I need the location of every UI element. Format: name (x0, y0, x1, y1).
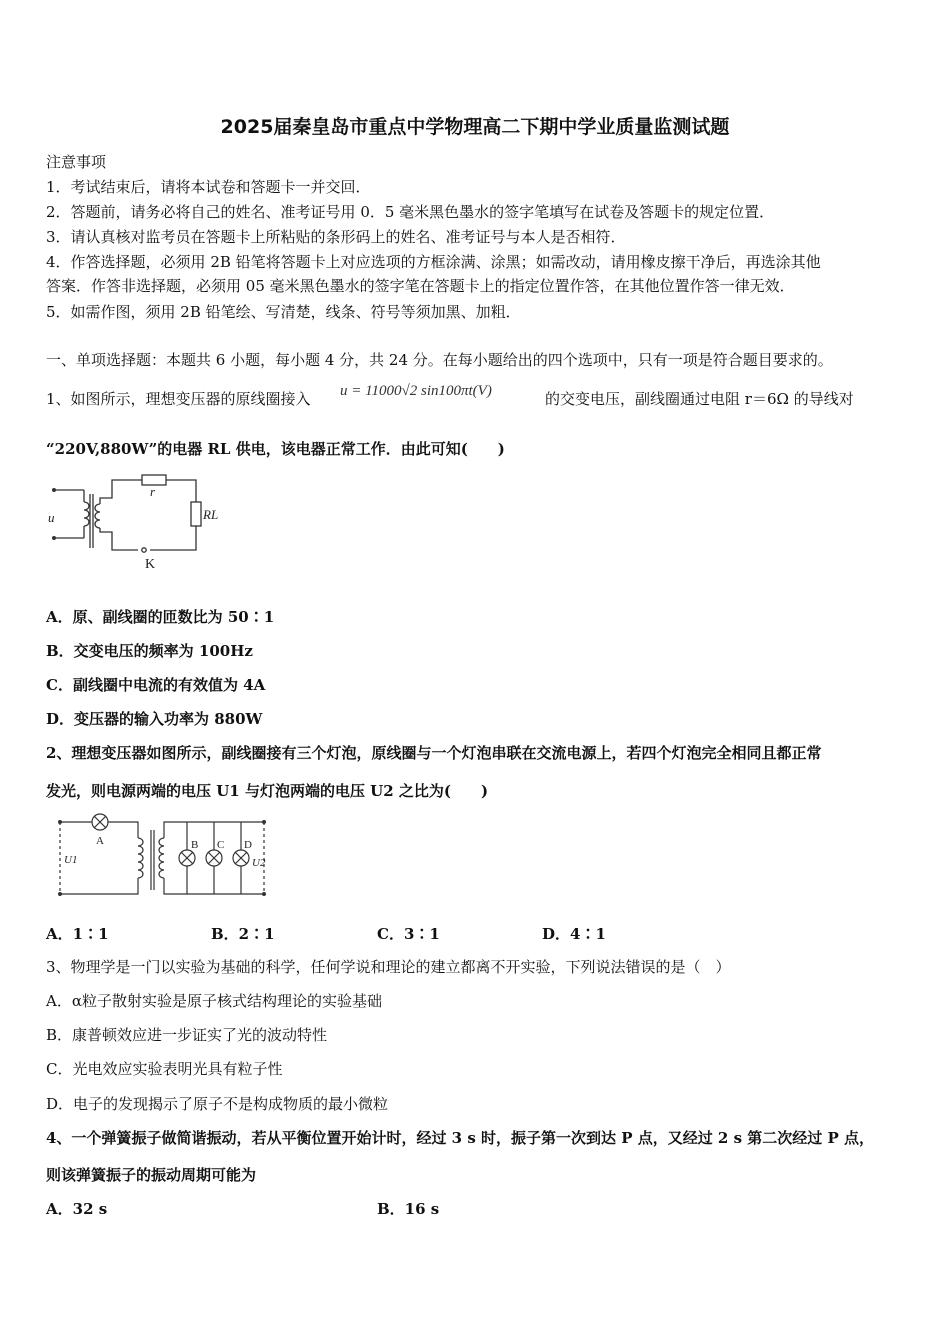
q1-formula: u = 11000√2 sin100πt(V) (340, 383, 492, 399)
terminal-dot (52, 488, 56, 492)
label-r: r (150, 484, 156, 499)
q2-option-c: C．3∶1 (377, 925, 440, 943)
label-u2: U2 (252, 857, 266, 869)
q2-circuit-figure (52, 810, 277, 905)
q2-stem-a: 2、理想变压器如图所示，副线圈接有三个灯泡，原线圈与一个灯泡串联在交流电源上，若四个灯泡完全相同且都正常 (46, 744, 822, 762)
q3-option-b: B．康普顿效应进一步证实了光的波动特性 (46, 1026, 328, 1044)
terminal-dot (52, 536, 56, 540)
terminal-dot (262, 820, 266, 824)
label-lamp-b: B (191, 839, 199, 851)
q2-stem-b: 发光，则电源两端的电压 U1 与灯泡两端的电压 U2 之比为( ) (46, 782, 489, 800)
q4-option-a: A．32 s (46, 1200, 108, 1218)
terminal-dot (58, 820, 62, 824)
exam-title: 2025届秦皇岛市重点中学物理高二下期中学业质量监测试题 (220, 116, 730, 138)
q1-option-a: A．原、副线圈的匝数比为 50∶1 (46, 608, 275, 626)
notice-item: 4．作答选择题，必须用 2B 铅笔将答题卡上对应选项的方框涂满、涂黑；如需改动，请用橡皮擦干净后，再选涂其他 (46, 253, 821, 271)
notice-heading: 注意事项 (46, 153, 107, 171)
label-u: u (48, 510, 55, 525)
notice-item: 3．请认真核对监考员在答题卡上所粘贴的条形码上的姓名、准考证号与本人是否相符． (46, 228, 626, 246)
q3-option-c: C．光电效应实验表明光具有粒子性 (46, 1060, 283, 1078)
q2-option-b: B．2∶1 (211, 925, 275, 943)
q3-stem: 3、物理学是一门以实验为基础的科学，任何学说和理论的建立都离不开实验，下列说法错误的是（ ） (46, 958, 731, 976)
q1-stem-b: 的交变电压，副线圈通过电阻 r＝6Ω 的导线对 (545, 390, 854, 408)
q1-stem-a: 1、如图所示，理想变压器的原线圈接入 (46, 390, 311, 408)
label-lamp-a: A (96, 835, 104, 847)
q1-option-c: C．副线圈中电流的有效值为 4A (46, 676, 266, 694)
label-lamp-d: D (244, 839, 252, 851)
label-rl: RL (203, 507, 219, 522)
q1-circuit-figure (44, 470, 234, 575)
q4-option-b: B．16 s (377, 1200, 440, 1218)
q1-stem-c: “220V,880W”的电器 RL 供电，该电器正常工作．由此可知( ) (46, 440, 505, 458)
section-heading: 一、单项选择题：本题共 6 小题，每小题 4 分，共 24 分。在每小题给出的四个选项中，只有一项是符合题目要求的。 (46, 351, 833, 369)
label-k: K (145, 557, 156, 572)
notice-item: 答案．作答非选择题，必须用 05 毫米黑色墨水的签字笔在答题卡上的指定位置作答，在其他位置作答一律无效． (46, 277, 795, 295)
label-lamp-c: C (217, 839, 225, 851)
q1-option-b: B．交变电压的频率为 100Hz (46, 642, 253, 660)
terminal-dot (58, 892, 62, 896)
q3-option-a: A．α粒子散射实验是原子核式结构理论的实验基础 (46, 992, 382, 1010)
notice-item: 1．考试结束后，请将本试卷和答题卡一并交回． (46, 178, 371, 196)
label-u1: U1 (64, 854, 78, 866)
q4-stem-b: 则该弹簧振子的振动周期可能为 (46, 1166, 257, 1184)
q2-option-d: D．4∶1 (542, 925, 606, 943)
q2-option-a: A．1∶1 (46, 925, 109, 943)
q1-option-d: D．变压器的输入功率为 880W (46, 710, 263, 728)
notice-item: 5．如需作图，须用 2B 铅笔绘、写清楚，线条、符号等须加黑、加粗． (46, 303, 521, 321)
notice-item: 2．答题前，请务必将自己的姓名、准考证号用 0．5 毫米黑色墨水的签字笔填写在试卷及答题卡的规定位置． (46, 203, 775, 221)
q4-stem-a: 4、一个弹簧振子做简谐振动，若从平衡位置开始计时，经过 3 s 时，振子第一次到达 P 点，又经过 2 s 第二次经过 P 点， (46, 1129, 874, 1147)
terminal-dot (262, 892, 266, 896)
q3-option-d: D．电子的发现揭示了原子不是构成物质的最小微粒 (46, 1095, 389, 1113)
